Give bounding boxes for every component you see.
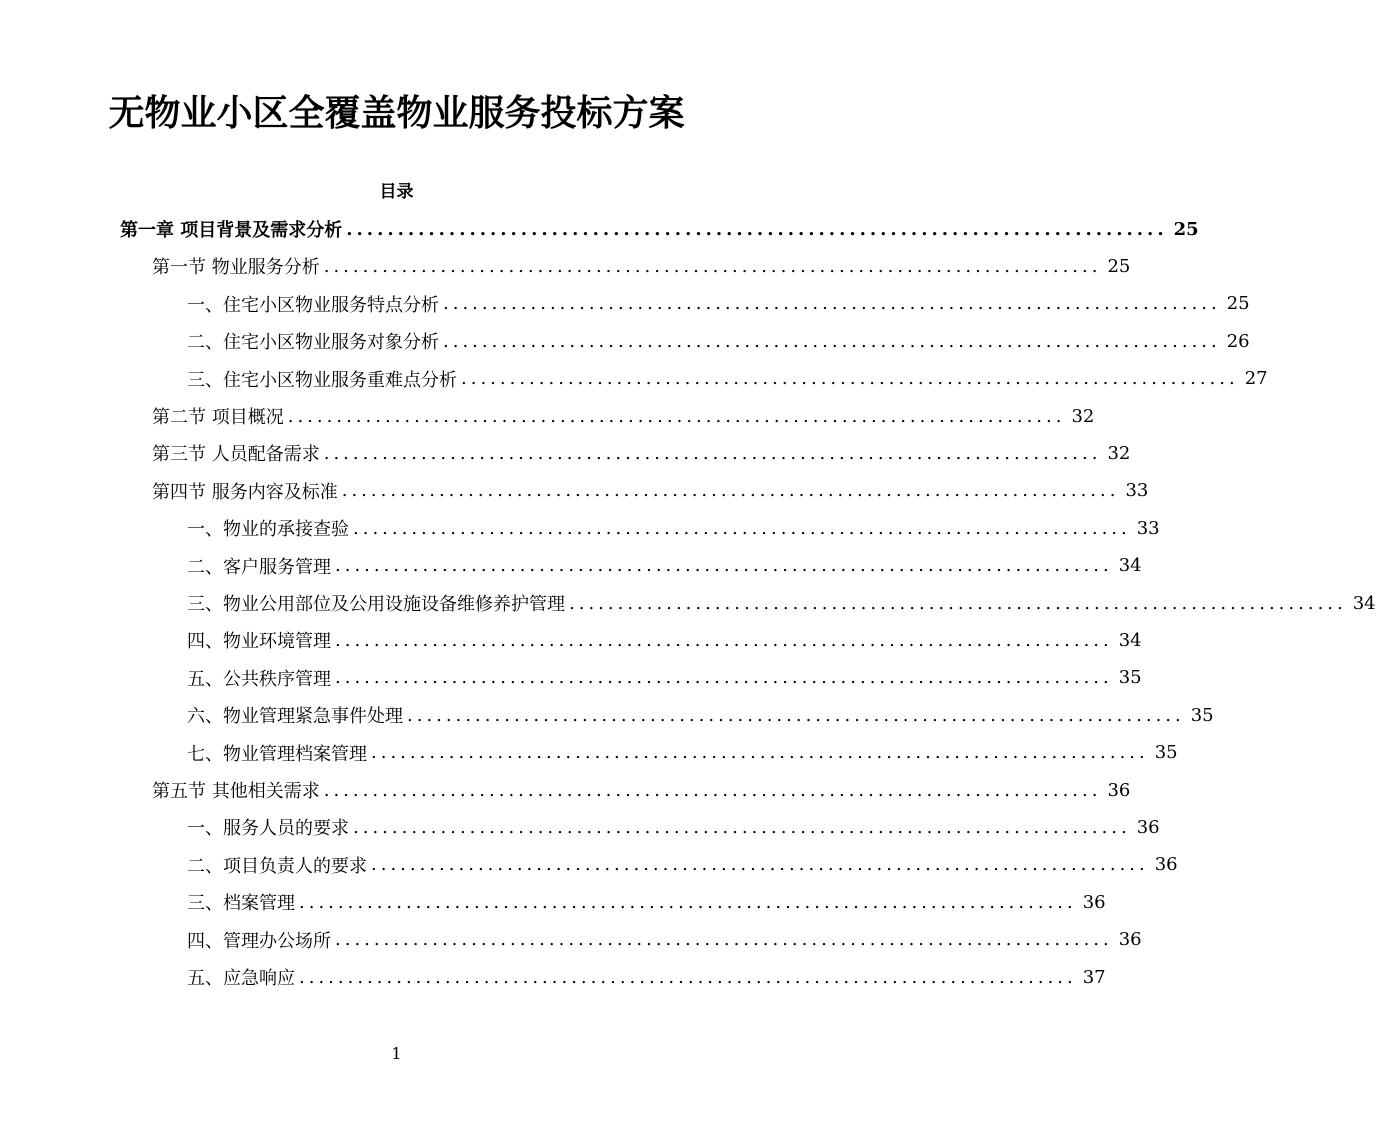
toc-entry-title: 第三节 人员配备需求 — [152, 444, 320, 466]
toc-entry[interactable] — [152, 476, 1149, 506]
toc-entry-page: 36 — [1118, 929, 1142, 951]
toc-leader-dots: ................................................................................ — [346, 218, 1168, 240]
toc-leader-dots: ................................................................................ — [341, 480, 1120, 502]
toc-entry-title: 七、物业管理档案管理 — [187, 743, 367, 765]
toc-entry-page: 35 — [1118, 667, 1142, 689]
toc-entry[interactable] — [187, 738, 1178, 768]
toc-entry[interactable] — [120, 214, 1199, 244]
toc-entry-title: 三、档案管理 — [187, 893, 295, 915]
toc-entry-page: 36 — [1082, 891, 1106, 913]
toc-entry-title: 第一节 物业服务分析 — [152, 257, 320, 279]
toc-entry-title: 第四节 服务内容及标准 — [152, 481, 338, 503]
toc-leader-dots: ................................................................................ — [353, 816, 1131, 838]
toc-entry[interactable] — [187, 289, 1250, 319]
toc-entry[interactable] — [187, 812, 1160, 842]
toc-entry-page: 34 — [1352, 592, 1376, 614]
toc-entry[interactable] — [187, 625, 1142, 655]
toc-entry-title: 三、物业公用部位及公用设施设备维修养护管理 — [187, 594, 565, 615]
toc-entry-title: 一、服务人员的要求 — [187, 818, 349, 840]
toc-entry-page: 27 — [1244, 368, 1268, 390]
toc-entry-title: 第二节 项目概况 — [152, 407, 284, 428]
toc-leader-dots: ................................................................................ — [371, 854, 1149, 876]
toc-leader-dots: ................................................................................ — [335, 929, 1113, 951]
toc-entry-title: 一、物业的承接查验 — [187, 519, 349, 541]
toc-entry-title: 二、住宅小区物业服务对象分析 — [187, 332, 439, 354]
toc-entry-page: 34 — [1118, 629, 1142, 651]
toc-leader-dots: ................................................................................ — [407, 704, 1185, 726]
toc-entry-title: 五、公共秩序管理 — [187, 668, 331, 690]
document-title: 无物业小区全覆盖物业服务投标方案 — [108, 93, 685, 134]
toc-entry-page: 36 — [1154, 854, 1178, 876]
toc-leader-dots: ................................................................................ — [353, 517, 1131, 539]
toc-leader-dots: ................................................................................ — [299, 966, 1077, 988]
toc-leader-dots: ................................................................................ — [323, 255, 1102, 277]
toc-entry-title: 三、住宅小区物业服务重难点分析 — [187, 369, 457, 391]
toc-entry[interactable] — [187, 551, 1142, 581]
toc-entry[interactable] — [152, 401, 1095, 431]
toc-entry-page: 37 — [1082, 966, 1106, 988]
toc-entry-title: 五、应急响应 — [187, 968, 295, 989]
toc-entry[interactable] — [152, 251, 1131, 281]
toc-entry[interactable] — [187, 962, 1106, 992]
toc-entry[interactable] — [187, 588, 1376, 618]
toc-leader-dots: ................................................................................ — [287, 405, 1066, 427]
toc-entry-title: 第一章 项目背景及需求分析 — [120, 220, 343, 241]
toc-entry-page: 32 — [1071, 405, 1095, 427]
toc-entry-page: 35 — [1190, 704, 1214, 726]
toc-entry-page: 35 — [1154, 742, 1178, 764]
toc-leader-dots: ................................................................................ — [335, 555, 1113, 577]
toc-entry-page: 25 — [1107, 255, 1131, 277]
toc-leader-dots: ................................................................................ — [371, 742, 1149, 764]
toc-entry-title: 二、客户服务管理 — [187, 556, 331, 578]
toc-entry-page: 25 — [1226, 293, 1250, 315]
toc-entry-title: 四、管理办公场所 — [187, 930, 331, 952]
toc-entry[interactable] — [187, 513, 1160, 543]
toc-entry[interactable] — [187, 700, 1214, 730]
toc-heading: 目录 — [379, 182, 414, 202]
toc-leader-dots: ................................................................................ — [299, 891, 1077, 913]
toc-leader-dots: ................................................................................ — [569, 592, 1347, 614]
toc-entry-page: 36 — [1107, 779, 1131, 801]
toc-entry[interactable] — [187, 326, 1250, 356]
toc-entry-page: 36 — [1136, 816, 1160, 838]
toc-leader-dots: ................................................................................ — [335, 629, 1113, 651]
toc-entry-page: 25 — [1173, 218, 1199, 240]
toc-entry[interactable] — [187, 887, 1106, 917]
toc-entry-title: 第五节 其他相关需求 — [152, 781, 320, 802]
toc-entry-title: 六、物业管理紧急事件处理 — [187, 706, 403, 728]
toc-entry[interactable] — [187, 925, 1142, 955]
toc-leader-dots: ................................................................................ — [335, 667, 1113, 689]
toc-leader-dots: ................................................................................ — [323, 779, 1102, 801]
toc-entry-page: 33 — [1125, 480, 1149, 502]
page-number: 1 — [391, 1044, 402, 1063]
toc-entry-page: 32 — [1107, 442, 1131, 464]
toc-entry[interactable] — [152, 438, 1131, 468]
toc-entry-title: 二、项目负责人的要求 — [187, 855, 367, 877]
toc-leader-dots: ................................................................................ — [323, 442, 1102, 464]
toc-leader-dots: ................................................................................ — [461, 368, 1239, 390]
toc-entry-page: 34 — [1118, 555, 1142, 577]
toc-entry-title: 四、物业环境管理 — [187, 631, 331, 653]
toc-leader-dots: ................................................................................ — [443, 293, 1221, 315]
toc-entry-page: 26 — [1226, 330, 1250, 352]
toc-entry-title: 一、住宅小区物业服务特点分析 — [187, 294, 439, 316]
toc-entry[interactable] — [187, 663, 1142, 693]
toc-entry[interactable] — [152, 775, 1131, 805]
toc-leader-dots: ................................................................................ — [443, 330, 1221, 352]
toc-entry-page: 33 — [1136, 517, 1160, 539]
toc-entry[interactable] — [187, 364, 1268, 394]
toc-entry[interactable] — [187, 850, 1178, 880]
